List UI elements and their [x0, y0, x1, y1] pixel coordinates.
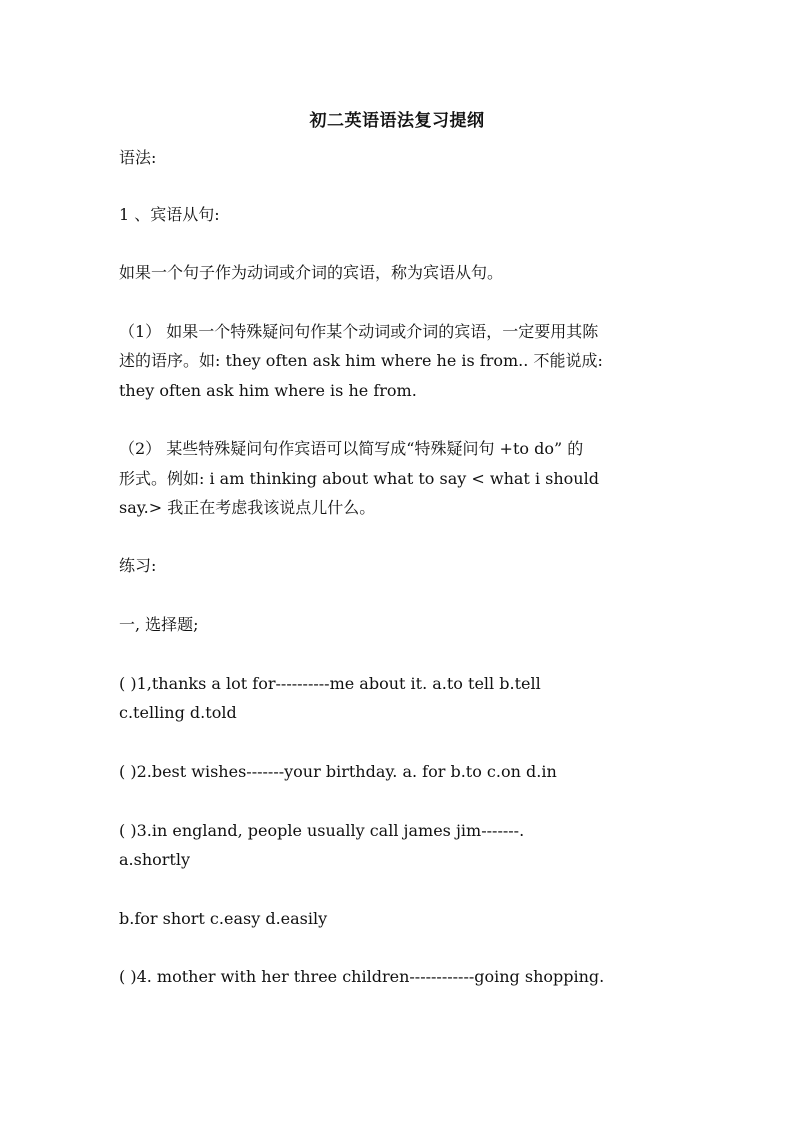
rule-1-line-2: 述的语序。如: they often ask him where he is from.. 不能说成:	[119, 351, 603, 370]
practice-section-heading: 练习:	[119, 556, 157, 575]
object-clause-definition: 如果一个句子作为动词或介词的宾语，称为宾语从句。	[119, 263, 504, 282]
question-4-line-1: ( )4. mother with her three children------------going shopping.	[119, 967, 605, 986]
document-title: 初二英语语法复习提纲	[309, 111, 485, 131]
question-1-line-2: c.telling d.told	[119, 703, 237, 722]
rule-1-line-3: they often ask him where is he from.	[119, 381, 417, 400]
object-clause-heading: 1 、宾语从句:	[119, 205, 220, 224]
question-2-line-1: ( )2.best wishes-------your birthday. a. for b.to c.on d.in	[119, 762, 557, 781]
rule-2-line-1: （2） 某些特殊疑问句作宾语可以简写成“特殊疑问句 +to do” 的	[119, 439, 584, 458]
question-3-options: b.for short c.easy d.easily	[119, 909, 328, 928]
question-3-line-1: ( )3.in england, people usually call james jim-------.	[119, 821, 525, 840]
rule-1-line-1: （1） 如果一个特殊疑问句作某个动词或介词的宾语，一定要用其陈	[119, 322, 599, 341]
rule-2-line-2: 形式。例如: i am thinking about what to say < what i should	[119, 469, 599, 488]
grammar-section-heading: 语法:	[119, 148, 157, 167]
question-3-line-2: a.shortly	[119, 850, 191, 869]
rule-2-line-3: say.> 我正在考虑我该说点儿什么。	[119, 498, 376, 517]
exercise-heading: 一, 选择题;	[119, 615, 199, 634]
question-1-line-1: ( )1,thanks a lot for----------me about it. a.to tell b.tell	[119, 674, 541, 693]
